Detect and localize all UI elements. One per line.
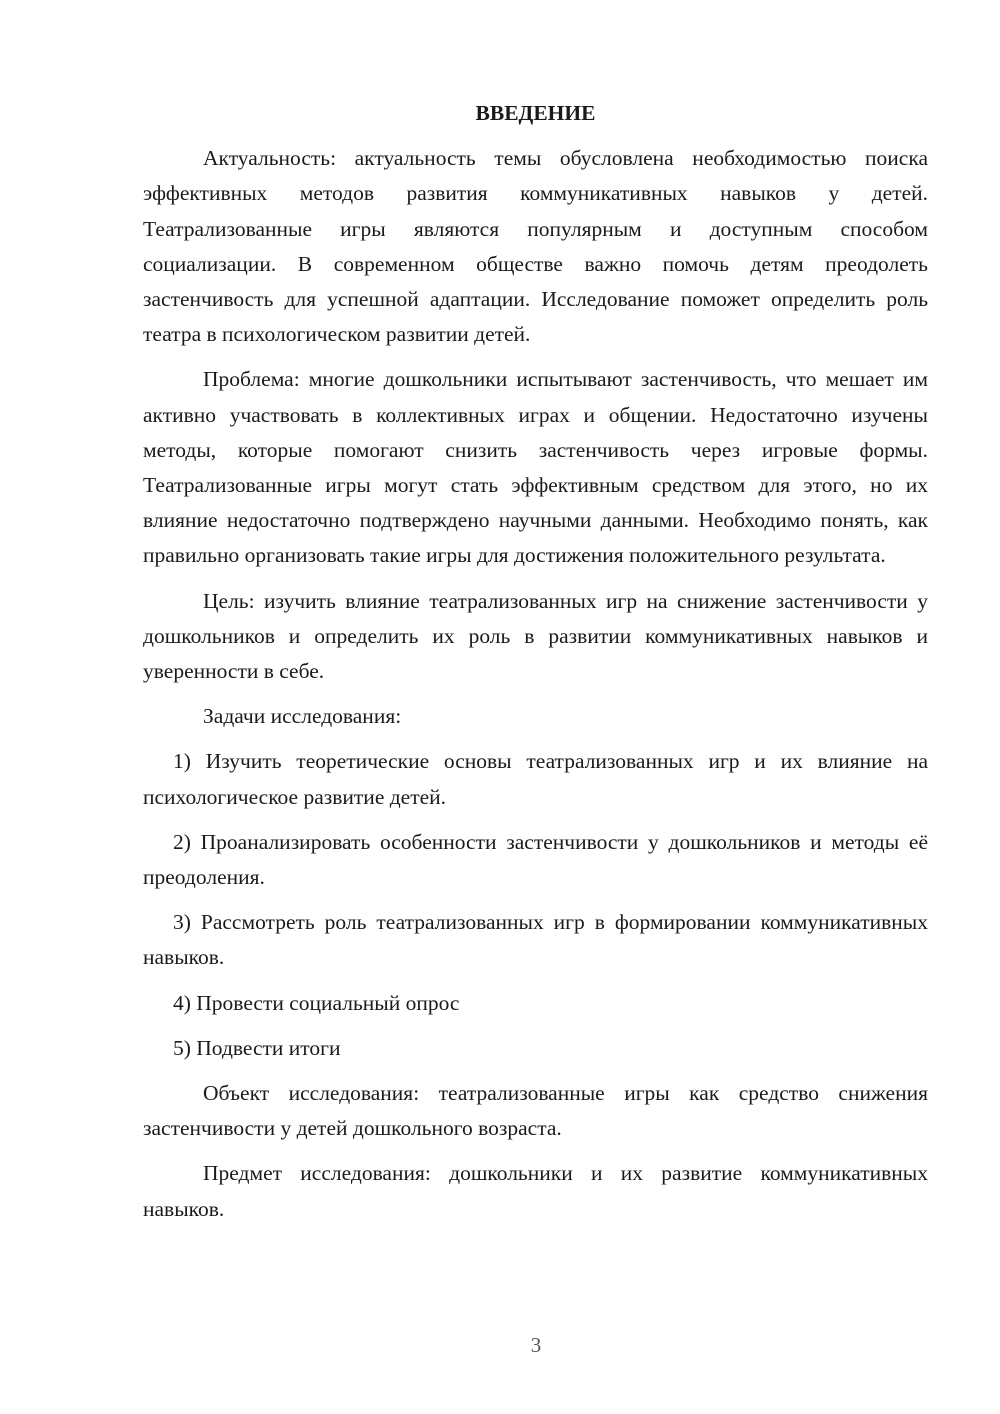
relevance-paragraph: Актуальность: актуальность темы обусловлена необходимостью поиска эффективных методов развития коммуникативных навыков у детей. Театрализованные игры являются популярным и доступным способом социализации. В современном обществе важно помочь детям преодолеть застенчивость для успешной адаптации. Исследование поможет определить роль театра в психологическом развитии детей. (143, 146, 928, 347)
document-body (143, 96, 928, 1237)
task-item-4: 4) Провести социальный опрос (173, 990, 460, 1015)
task-item-3: 3) Рассмотреть роль театрализованных игр в формировании коммуникативных навыков. (143, 910, 928, 970)
task-item-1: 1) Изучить теоретические основы театрализованных игр и их влияние на психологическое развитие детей. (143, 749, 928, 809)
task-item-2: 2) Проанализировать особенности застенчивости у дошкольников и методы её преодоления. (143, 829, 928, 890)
subject-paragraph: Предмет исследования: дошкольники и их развитие коммуникативных навыков. (143, 1161, 928, 1221)
page-number: 3 (530, 1333, 542, 1357)
task-item-5: 5) Подвести итоги (173, 1035, 341, 1060)
problem-paragraph: Проблема: многие дошкольники испытывают застенчивость, что мешает им активно участвовать в коллективных играх и общении. Недостаточно изучены методы, которые помогают снизить застенчивость через игровые формы. Театрализованные игры могут стать эффективным средством для этого, но их влияние недостаточно подтверждено научными данными. Необходимо понять, как правильно организовать такие игры для достижения положительного результата. (143, 367, 928, 568)
goal-paragraph: Цель: изучить влияние театрализованных игр на снижение застенчивости у дошкольников и определить их роль в развитии коммуникативных навыков и уверенности в себе. (143, 588, 928, 684)
object-paragraph: Объект исследования: театрализованные игры как средство снижения застенчивости у детей дошкольного возраста. (143, 1081, 928, 1141)
tasks-heading: Задачи исследования: (203, 704, 402, 729)
section-title: ВВЕДЕНИЕ (475, 101, 596, 125)
